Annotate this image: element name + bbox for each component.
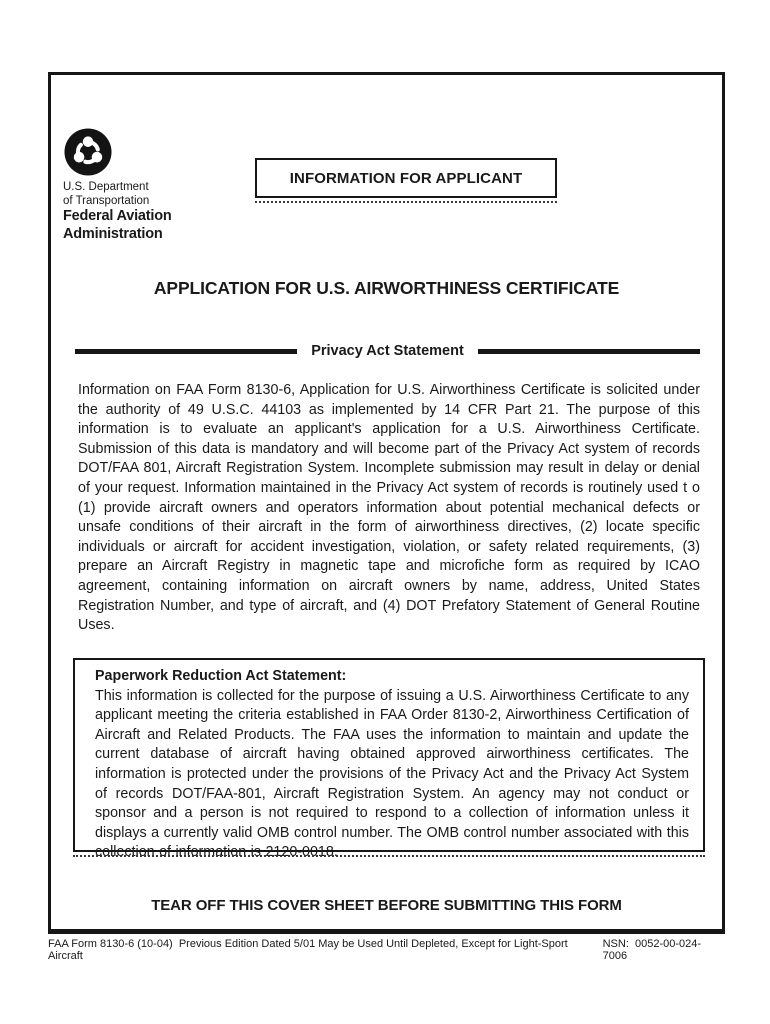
- information-for-applicant-label: INFORMATION FOR APPLICANT: [289, 169, 523, 187]
- dot-triskelion-logo-icon: [64, 128, 112, 176]
- privacy-act-heading: Privacy Act Statement: [311, 343, 464, 359]
- page-title: APPLICATION FOR U.S. AIRWORTHINESS CERTIFICATE: [153, 278, 620, 298]
- agency-line-2: Administration: [63, 225, 163, 242]
- agency-name-block: [63, 180, 172, 243]
- privacy-act-heading-row: [75, 343, 700, 359]
- heading-rule-left: [75, 349, 297, 354]
- footer-nsn: NSN: 0052-00-024-7006: [602, 938, 702, 962]
- privacy-act-body: Information on FAA Form 8130-6, Application for U.S. Airworthiness Certificate is solicited under the authority of 49 U.S.C. 44103 as implemented by 14 CFR Part 21. The purpose of this information is to evaluate an applicant's application for a U.S. Airworthiness Certificate. Submission of this data is mandatory and will become part of the Privacy Act system of records DOT/FAA 801, Aircraft Registration System. Incomplete submission may result in delay or denial of your request. Information maintained in the Privacy Act system of records is routinely used t o (1) provide aircraft owners and operators information about potential mechanical defects or unsafe conditions of their aircraft in the form of airworthiness directives, (2) locate specific individuals or aircraft for accident investigation, violation, or safety related requirements, (3) prepare an Aircraft Registry in magnetic tape and microfiche form as required by ICAO agreement, containing information on aircraft owners by name, address, United States Registration Number, and type of aircraft, and (4) DOT Prefatory Statement of General Routine Uses.: [78, 382, 700, 634]
- department-line-1: U.S. Department: [63, 181, 149, 193]
- agency-line-1: Federal Aviation: [63, 208, 172, 224]
- department-line-2: of Transportation: [63, 195, 150, 207]
- tear-off-instruction: TEAR OFF THIS COVER SHEET BEFORE SUBMITTING THIS FORM: [151, 897, 622, 914]
- outer-frame: [48, 72, 725, 934]
- paperwork-reduction-act-box: [73, 658, 705, 861]
- information-for-applicant-box: [255, 158, 557, 198]
- form-footer: [48, 938, 725, 962]
- paperwork-reduction-act-body: This information is collected for the purpose of issuing a U.S. Airworthiness Certificate to any applicant meeting the criteria established in FAA Order 8130-2, Airworthiness Certification of Aircraft and Related Products. The FAA uses the information to maintain and update the current database of aircraft having obtained approved airworthiness certificates. The information is protected under the provisions of the Privacy Act and the Privacy Act System of records DOT/FAA-801, Aircraft Registration System. An agency may not conduct or sponsor and a person is not required to respond to a collection of information unless it displays a currently valid OMB control number. The OMB control number associated with this collection of information is 2120-0018.: [95, 687, 689, 861]
- heading-rule-right: [478, 349, 700, 354]
- footer-form-number: FAA Form 8130-6 (10-04) Previous Edition Dated 5/01 May be Used Until Depleted, Except for Light-Sport Aircraft: [48, 938, 571, 962]
- paperwork-reduction-act-heading: Paperwork Reduction Act Statement:: [95, 668, 347, 684]
